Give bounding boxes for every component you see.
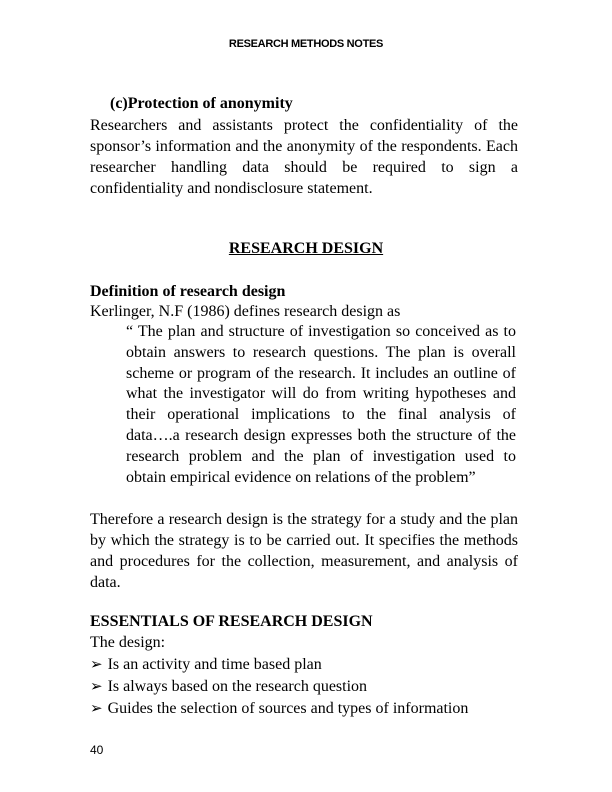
citation-line: Kerlinger, N.F (1986) defines research design as bbox=[90, 303, 401, 320]
list-item-text: Is an activity and time based plan bbox=[107, 656, 322, 673]
research-design-title: RESEARCH DESIGN bbox=[228, 240, 384, 257]
essentials-list bbox=[90, 654, 468, 720]
anonymity-heading: (c)Protection of anonymity bbox=[110, 95, 293, 112]
list-item bbox=[90, 654, 468, 676]
essentials-intro: The design: bbox=[90, 634, 166, 651]
definition-heading: Definition of research design bbox=[90, 283, 286, 300]
arrow-bullet-icon: ➢ bbox=[90, 657, 103, 673]
anonymity-paragraph: Researchers and assistants protect the confidentiality of the sponsor’s information and the anonymity of the respondents. Each researcher handling data should be required to sign a confidentiality and nondisclosure statement. bbox=[90, 117, 518, 197]
running-header: RESEARCH METHODS NOTES bbox=[228, 38, 384, 50]
list-item bbox=[90, 676, 468, 698]
kerlinger-quote: “ The plan and structure of investigation so conceived as to obtain answers to research questions. The plan is overall scheme or program of the research. It includes an outline of what the investigator will do from writing hypotheses and their operational implications to the final analysis of data….a research design expresses both the structure of the research problem and the plan of investigation used to obtain empirical evidence on relations of the problem” bbox=[126, 323, 516, 486]
page-number: 40 bbox=[90, 743, 104, 757]
arrow-bullet-icon: ➢ bbox=[90, 701, 103, 717]
list-item-text: Is always based on the research question bbox=[107, 678, 368, 695]
list-item bbox=[90, 698, 468, 720]
essentials-heading: ESSENTIALS OF RESEARCH DESIGN bbox=[90, 613, 373, 630]
arrow-bullet-icon: ➢ bbox=[90, 679, 103, 695]
conclusion-paragraph: Therefore a research design is the strategy for a study and the plan by which the strategy is to be carried out. It specifies the methods and procedures for the collection, measurement, and analysis of data. bbox=[90, 511, 518, 591]
list-item-text: Guides the selection of sources and types of information bbox=[107, 700, 469, 717]
